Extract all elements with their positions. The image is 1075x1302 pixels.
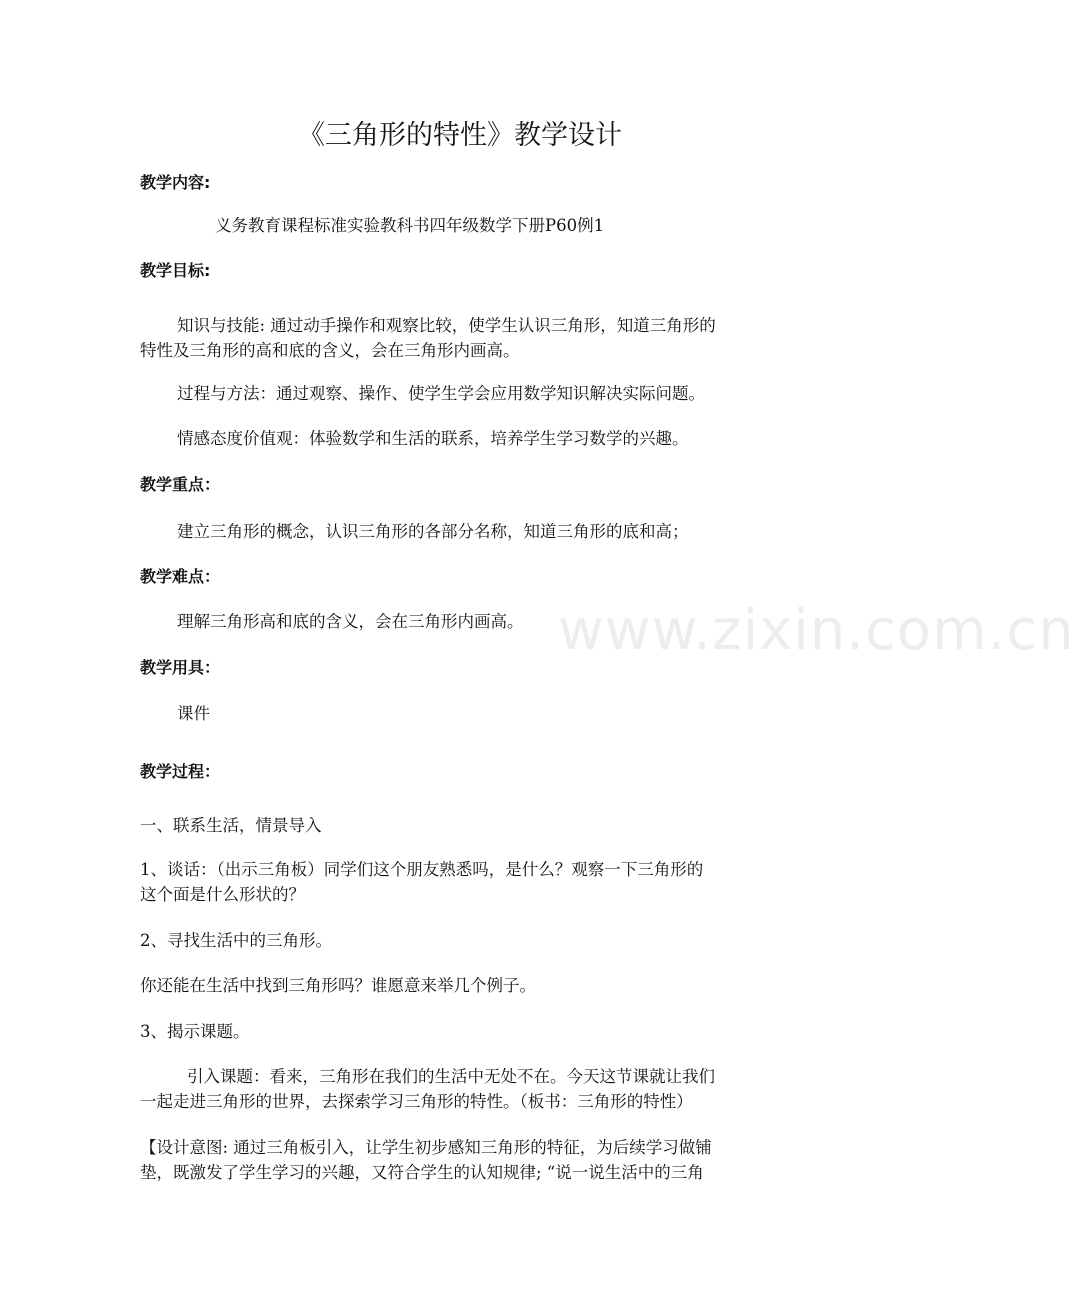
process-design-line1: 【设计意图: 通过三角板引入，让学生初步感知三角形的特征，为后续学习做铺 <box>140 1138 712 1157</box>
heading-process: 教学过程： <box>140 762 221 781</box>
process-item1-line1: 1、谈话：（出示三角板）同学们这个朋友熟悉吗，是什么？观察一下三角形的 <box>140 860 704 879</box>
process-design-line2: 垫，既激发了学生学习的兴趣，又符合学生的认知规律; “说一说生活中的三角 <box>140 1163 704 1182</box>
heading-goals: 教学目标: <box>140 261 211 280</box>
watermark: www.zixin.com.cn <box>558 598 1075 663</box>
goal-process: 过程与方法：通过观察、操作、使学生学会应用数学知识解决实际问题。 <box>177 384 705 403</box>
process-part1: 一、联系生活，情景导入 <box>140 816 322 835</box>
key-point-text: 建立三角形的概念，认识三角形的各部分名称，知道三角形的底和高； <box>177 522 689 541</box>
process-item2-sub: 你还能在生活中找到三角形吗？谁愿意来举几个例子。 <box>140 976 536 995</box>
tools-text: 课件 <box>177 704 210 723</box>
process-item2: 2、寻找生活中的三角形。 <box>140 931 332 950</box>
process-item3: 3、揭示课题。 <box>140 1022 250 1041</box>
goal-knowledge-line2: 特性及三角形的高和底的含义，会在三角形内画高。 <box>140 341 520 360</box>
process-intro-line2: 一起走进三角形的世界，去探索学习三角形的特性。（板书：三角形的特性） <box>140 1092 693 1111</box>
goal-knowledge-line1: 知识与技能: 通过动手操作和观察比较，使学生认识三角形，知道三角形的 <box>177 316 716 335</box>
heading-key-point: 教学重点： <box>140 475 221 494</box>
content-text: 义务教育课程标准实验教科书四年级数学下册P60例1 <box>215 216 605 235</box>
process-intro-line1: 引入课题：看来，三角形在我们的生活中无处不在。今天这节课就让我们 <box>187 1067 715 1086</box>
heading-tools: 教学用具： <box>140 658 221 677</box>
document-title: 《三角形的特性》教学设计 <box>298 120 622 151</box>
process-item1-line2: 这个面是什么形状的？ <box>140 885 305 904</box>
difficulty-text: 理解三角形高和底的含义，会在三角形内画高。 <box>177 612 524 631</box>
goal-emotion: 情感态度价值观：体验数学和生活的联系，培养学生学习数学的兴趣。 <box>177 429 689 448</box>
heading-difficulty: 教学难点： <box>140 567 221 586</box>
heading-content: 教学内容: <box>140 173 211 192</box>
